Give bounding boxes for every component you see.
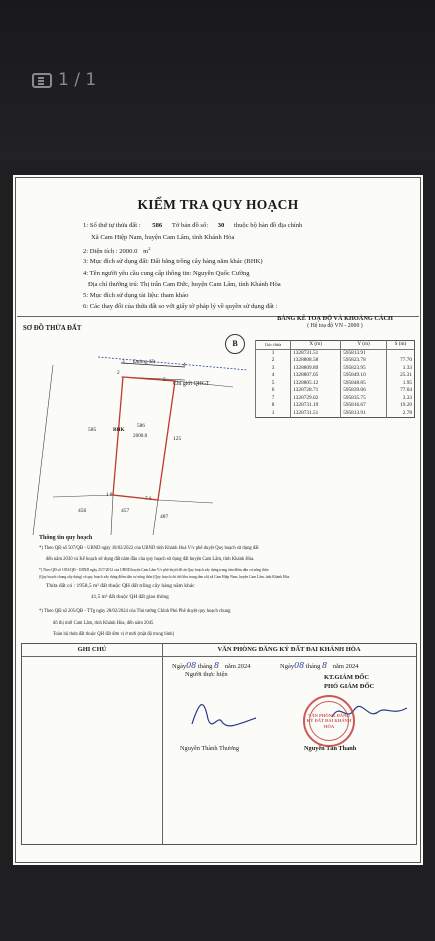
coordinate-row	[256, 402, 415, 410]
coordinate-cell: 1328728.71	[291, 387, 341, 395]
line-3-purpose: 3: Mục đích sử dụng đất: Đất bằng trồng cây hàng năm khác (BHK)	[83, 258, 263, 265]
sketch-point-4: 4	[183, 362, 186, 368]
coordinate-row	[256, 365, 415, 373]
coordinate-cell: 595823.95	[341, 365, 387, 373]
line-4-address: Địa chỉ thường trú: Thị trấn Cam Đức, huyện Cam Lâm, tỉnh Khánh Hòa	[88, 281, 281, 288]
coordinate-cell: 595813.91	[341, 349, 387, 357]
coordinate-cell: 595816.67	[341, 402, 387, 410]
sketch-neighbor-585: 585	[88, 427, 97, 433]
line-5-use: 5: Mục đích sử dụng tài liệu: tham khảo	[83, 292, 189, 299]
sketch-parcel-code: BHK	[113, 427, 125, 433]
line-1-location: Xã Cam Hiệp Nam, huyện Cam Lâm, tỉnh Khánh Hòa	[91, 234, 235, 241]
sketch-point-3: 3	[122, 359, 125, 365]
coordinate-row	[256, 380, 415, 388]
sketch-qh-label: Chỉ giới QHGT	[173, 381, 210, 387]
line-6-changes: 6: Các thay đổi của thửa đất so với giấy tờ pháp lý về quyền sử dụng đất :	[83, 303, 278, 310]
coordinate-row	[256, 395, 415, 403]
coordinate-cell: 25.31	[386, 372, 414, 380]
office-column-header: VĂN PHÒNG ĐĂNG KÝ ĐẤT ĐAI KHÁNH HÒA	[217, 646, 361, 653]
coordinate-cell: 1328805.12	[291, 380, 341, 388]
coordinate-cell: 1328731.19	[291, 402, 341, 410]
coordinate-cell: 1.95	[386, 380, 414, 388]
qh-item-2b: (Quy hoạch chung xây dựng) và quy hoạch xây dựng điểm dân cư nông thôn (Quy hoạch chi tiết khu trung tâm xã) xã Cam Hiệp Nam, huyện Cam Lâm, tỉnh Khánh Hòa.	[39, 575, 291, 579]
coordinate-row	[256, 387, 415, 395]
qh-item-1b: đến năm 2030 và Kế hoạch sử dụng đất năm đầu của quy hoạch sử dụng đất huyện Cam Lâm, tỉnh Khánh Hòa.	[46, 557, 255, 562]
qh-item-2: *) Theo QĐ số 1053/QĐ - UBND ngày 25/7/2012 của UBND huyện Cam Lâm V/v phê duyệt đồ án Quy hoạch xây dựng trung tâm điểm dân cư nông thôn	[39, 568, 269, 572]
coordinate-cell: 1328729.02	[291, 395, 341, 403]
signature-1	[172, 694, 262, 734]
coordinate-cell: 1.33	[386, 365, 414, 373]
coordinate-cell: 595849.10	[341, 372, 387, 380]
coordinate-cell: 595813.91	[341, 410, 387, 418]
coordinate-cell: 77.04	[386, 387, 414, 395]
sketch-road-label: Đường đất	[133, 359, 156, 365]
coordinate-cell: 1328731.51	[291, 410, 341, 418]
coordinate-cell: 595835.75	[341, 395, 387, 403]
qh-item-4b: đô thị mới Cam Lâm, tỉnh Khánh Hòa, đến năm 2045	[53, 621, 154, 626]
coordinate-cell: 1	[256, 410, 291, 418]
sketch-point-5: 5	[163, 377, 166, 383]
coordinate-cell: 595839.06	[341, 387, 387, 395]
coordinate-cell: 1328807.05	[291, 372, 341, 380]
coordinate-cell: 1328808.58	[291, 357, 341, 365]
coordinate-cell: 2	[256, 357, 291, 365]
office-seal: VĂN PHÒNG ĐĂNG KÝ ĐẤT ĐAI KHÁNH HÒA	[303, 695, 355, 747]
document-page	[13, 175, 423, 865]
coordinate-cell: 1328731.51	[291, 349, 341, 357]
note-column-header: GHI CHÚ	[77, 646, 107, 653]
signer-1-name: Nguyễn Thành Thương	[180, 745, 239, 752]
coordinate-cell: 5	[256, 380, 291, 388]
sketch-point-7-6: 7 6	[145, 496, 152, 502]
signature-block	[21, 643, 417, 845]
coordinate-grid-header-row: Góc thửa X (m) Y (m) S (m)	[256, 341, 415, 350]
sketch-neighbor-457: 457	[121, 508, 130, 514]
page-layout-icon	[32, 73, 52, 88]
page-count-label: 1 / 1	[58, 70, 97, 90]
document-title: KIỂM TRA QUY HOẠCH	[137, 197, 299, 212]
planning-line	[98, 357, 248, 370]
qh-item-3: Thửa đất có : 1958,5 m² đất thuộc QH đất trồng cây hàng năm khác	[46, 583, 195, 589]
qh-item-5: Toàn bộ thửa đất thuộc QH đất đơn vị ở mới (mật độ trung bình)	[53, 632, 175, 637]
sketch-neighbor-487: 487	[160, 514, 169, 520]
kt-director-label: KT.GIÁM ĐỐC	[324, 674, 370, 681]
coordinate-row	[256, 410, 415, 418]
qh-item-3b: 41,5 m² đất thuộc QH đất giao thông	[91, 594, 169, 600]
sketch-title: SƠ ĐỒ THỬA ĐẤT	[23, 325, 82, 332]
coordinate-cell: 7	[256, 395, 291, 403]
viewer-top-bar	[0, 0, 435, 160]
deputy-director-label: PHÓ GIÁM ĐỐC	[324, 683, 375, 690]
coordinate-row	[256, 357, 415, 365]
sketch-point-1-8: 1 8	[106, 492, 113, 498]
coordinate-grid	[255, 340, 415, 418]
qh-section-title: Thông tin quy hoạch	[39, 535, 93, 541]
prepared-by-label: Người thực hiện	[185, 671, 228, 678]
date-approved: Ngày08 tháng 8 năm 2024	[280, 661, 359, 670]
sketch-neighbor-456: 456	[78, 508, 87, 514]
coordinate-cell: 3	[256, 365, 291, 373]
coordinate-cell: 1328809.89	[291, 365, 341, 373]
coordinate-cell: 19.20	[386, 402, 414, 410]
sketch-neighbor-125: 125	[173, 436, 182, 442]
coordinate-cell: 595848.85	[341, 380, 387, 388]
coordinate-cell: 77.70	[386, 357, 414, 365]
coordinate-cell	[386, 349, 414, 357]
line-4-requester: 4: Tên người yêu cầu cung cấp thông tin: Nguyễn Quốc Cường	[83, 270, 250, 277]
coordinate-cell: 1	[256, 349, 291, 357]
sketch-parcel-area: 2000.0	[133, 433, 148, 439]
qh-item-1: *) Theo QĐ số 507/QĐ - UBND ngày 18/02/2022 của UBND tỉnh Khánh Hoà V/v phê duyệt Quy hoạch sử dụng đất	[39, 546, 259, 551]
coordinate-cell: 4	[256, 372, 291, 380]
line-2-area: 2: Diện tích : 2000.0 $m^2$	[83, 246, 151, 256]
sketch-parcel-number: 586	[137, 423, 145, 429]
date-prepared: Ngày08 tháng 8 năm 2024	[172, 661, 251, 670]
coordinate-cell: 3.33	[386, 395, 414, 403]
signer-2-name: Nguyễn Tấn Thanh	[304, 745, 357, 752]
north-compass-icon: B	[225, 334, 245, 354]
coordinate-cell: 2.78	[386, 410, 414, 418]
coordinate-cell: 6	[256, 387, 291, 395]
sketch-point-2: 2	[117, 370, 120, 376]
coordinate-table-header: BẢNG KÊ TOẠ ĐỘ VÀ KHOẢNG CÁCH ( Hệ toạ độ VN - 2000 )	[277, 315, 393, 329]
line-1: 1: Số thứ tự thửa đất : 586 Tờ bản đồ số: 30 thuộc bộ bản đồ địa chính	[83, 222, 303, 229]
coordinate-row	[256, 349, 415, 357]
coordinate-cell: 595823.78	[341, 357, 387, 365]
coordinate-cell: 8	[256, 402, 291, 410]
qh-item-4: *) Theo QĐ số 205/QĐ - TTg ngày 28/02/2024 của Thủ tướng Chính Phủ Phê duyệt quy hoạch chung	[39, 609, 231, 614]
page-indicator[interactable]	[32, 70, 96, 90]
coordinate-row	[256, 372, 415, 380]
